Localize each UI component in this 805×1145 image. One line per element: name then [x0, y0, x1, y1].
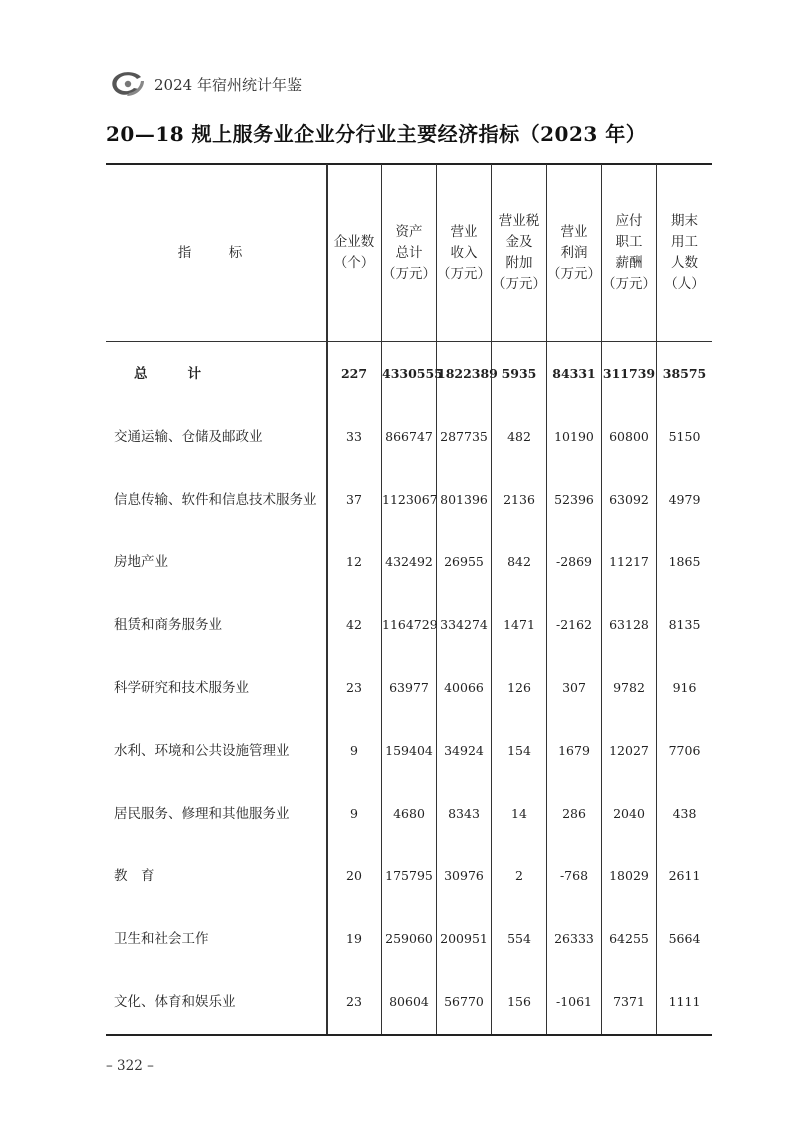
row-label: 居民服务、修理和其他服务业: [114, 806, 290, 822]
header-line: 资产: [395, 223, 423, 240]
table-cell: 12027: [609, 743, 649, 758]
table-cell: 84331: [552, 366, 596, 381]
table-cell: 866747: [385, 429, 433, 444]
table-cell: 26333: [554, 931, 594, 946]
table-cell: 37: [346, 492, 362, 507]
table-cell: 1865: [668, 554, 701, 569]
table-row: [106, 739, 712, 763]
table-cell: -768: [559, 868, 589, 883]
yearbook-logo-icon: [108, 69, 148, 99]
table-cell: 842: [507, 554, 531, 569]
table-cell: 287735: [440, 429, 488, 444]
table-row: [106, 864, 712, 888]
table-cell: 227: [340, 366, 368, 381]
table-cell: 11217: [609, 554, 649, 569]
header-line: 金及: [505, 234, 533, 250]
table-cell: 126: [507, 680, 531, 695]
header-line: （人）: [664, 276, 705, 292]
table-cell: 1679: [558, 743, 590, 758]
table-cell: 34924: [444, 743, 484, 758]
header-line: 指 标: [177, 244, 255, 261]
header-line: 收入: [450, 244, 478, 261]
table-row-total: [106, 362, 712, 386]
table-cell: 52396: [554, 492, 594, 507]
table-cell: 8135: [668, 617, 701, 632]
header-total-assets: [382, 166, 436, 340]
table-cell: 554: [507, 931, 531, 946]
table-cell: 56770: [444, 994, 484, 1009]
table-cell: 334274: [440, 617, 488, 632]
table-cell: 2136: [503, 492, 535, 507]
table-cell: 432492: [385, 554, 433, 569]
table-cell: -1061: [555, 994, 593, 1009]
table-row: [106, 425, 712, 449]
table-row: [106, 927, 712, 951]
page-title: 20—18 规上服务业企业分行业主要经济指标（2023 年）: [106, 122, 647, 146]
row-label: 教 育: [114, 868, 155, 884]
table-bottom-rule: [106, 1034, 712, 1036]
table-cell: 12: [346, 554, 362, 569]
table-cell: 38575: [662, 366, 707, 381]
table-cell: 175795: [385, 868, 433, 883]
header-line: 利润: [560, 244, 588, 261]
table-cell: 1123067: [382, 492, 438, 507]
header-indicator: [106, 166, 326, 340]
table-cell: -2869: [555, 554, 593, 569]
table-cell: 30976: [444, 868, 484, 883]
header-line: 营业: [450, 223, 478, 240]
table-cell: 2040: [613, 806, 645, 821]
header-line: （个）: [333, 255, 375, 271]
table-cell: 18029: [609, 868, 649, 883]
table-cell: 33: [346, 429, 362, 444]
header-line: 用工: [671, 234, 698, 250]
table-cell: 2611: [668, 868, 701, 883]
table-cell: 1111: [668, 994, 701, 1009]
table-cell: 4680: [393, 806, 425, 821]
table-cell: 801396: [440, 492, 488, 507]
table-cell: 42: [346, 617, 362, 632]
table-cell: 7371: [613, 994, 645, 1009]
table-cell: 9: [350, 806, 358, 821]
header-line: 企业数: [333, 234, 375, 250]
header-title: 2024 年宿州统计年鉴: [154, 75, 302, 94]
row-label: 水利、环境和公共设施管理业: [114, 743, 290, 759]
row-label: 卫生和社会工作: [114, 931, 209, 947]
table-cell: 156: [507, 994, 531, 1009]
table-row: [106, 990, 712, 1014]
table-cell: 154: [507, 743, 531, 758]
table-cell: 63977: [389, 680, 429, 695]
table-cell: 80604: [389, 994, 429, 1009]
table-row: [106, 802, 712, 826]
table-cell: 60800: [609, 429, 649, 444]
table-row: [106, 613, 712, 637]
table-cell: 200951: [440, 931, 488, 946]
table-cell: 5935: [501, 366, 537, 381]
header-line: 期末: [671, 213, 698, 229]
header-line: 附加: [505, 255, 533, 271]
header-line: 薪酬: [615, 255, 643, 271]
header-line: 总计: [395, 244, 423, 261]
table-cell: 14: [511, 806, 527, 821]
header-line: 人数: [671, 255, 698, 271]
row-label: 科学研究和技术服务业: [114, 680, 249, 696]
header-line: （万元）: [492, 276, 546, 292]
table-cell: 1822389: [437, 366, 498, 381]
header-line: 营业: [560, 223, 588, 240]
table-header-rule: [106, 341, 712, 342]
table-cell: 9: [350, 743, 358, 758]
running-header: [108, 66, 302, 102]
table-cell: 311739: [602, 366, 656, 381]
table-cell: 10190: [554, 429, 594, 444]
row-label: 文化、体育和娱乐业: [114, 994, 236, 1010]
table-cell: 63128: [609, 617, 649, 632]
table-cell: 286: [562, 806, 586, 821]
table-cell: 5150: [668, 429, 701, 444]
table-cell: 438: [672, 806, 697, 821]
table-cell: 2: [515, 868, 523, 883]
table-cell: 4979: [668, 492, 701, 507]
table-cell: 5664: [668, 931, 701, 946]
header-revenue: [437, 166, 491, 340]
table-cell: 916: [672, 680, 697, 695]
table-cell: 7706: [668, 743, 701, 758]
table-cell: 63092: [609, 492, 649, 507]
table-cell: 1471: [503, 617, 535, 632]
header-line: （万元）: [437, 265, 491, 282]
table-cell: 159404: [385, 743, 433, 758]
table-cell: -2162: [555, 617, 593, 632]
table-row: [106, 550, 712, 574]
header-enterprise-count: [327, 166, 381, 340]
table-cell: 23: [346, 680, 362, 695]
table-row: [106, 488, 712, 512]
table-cell: 482: [507, 429, 531, 444]
page-number: – 322 –: [106, 1058, 154, 1074]
table-cell: 307: [562, 680, 586, 695]
table-cell: 8343: [448, 806, 480, 821]
table-cell: 19: [346, 931, 362, 946]
table-cell: 26955: [444, 554, 484, 569]
table-row: [106, 676, 712, 700]
header-profit: [547, 166, 601, 340]
header-line: 职工: [615, 234, 643, 250]
header-employees: [657, 166, 712, 340]
row-label: 交通运输、仓储及邮政业: [114, 429, 263, 445]
header-line: 应付: [615, 213, 643, 229]
row-label: 信息传输、软件和信息技术服务业: [114, 492, 317, 508]
table-cell: 1164729: [382, 617, 438, 632]
header-line: （万元）: [602, 276, 656, 292]
table-cell: 64255: [609, 931, 649, 946]
table-cell: 23: [346, 994, 362, 1009]
table-cell: 4330555: [382, 366, 443, 381]
header-line: （万元）: [547, 265, 601, 282]
row-label: 房地产业: [114, 554, 168, 570]
table-top-rule: [106, 163, 712, 165]
header-payroll: [602, 166, 656, 340]
row-label: 总计: [134, 366, 241, 382]
table-cell: 20: [346, 868, 362, 883]
table-cell: 259060: [385, 931, 433, 946]
table-cell: 9782: [613, 680, 645, 695]
header-line: （万元）: [382, 265, 436, 282]
table-cell: 40066: [444, 680, 484, 695]
row-label: 租赁和商务服务业: [114, 617, 222, 633]
header-line: 营业税: [498, 213, 540, 229]
header-tax-surcharge: [492, 166, 546, 340]
